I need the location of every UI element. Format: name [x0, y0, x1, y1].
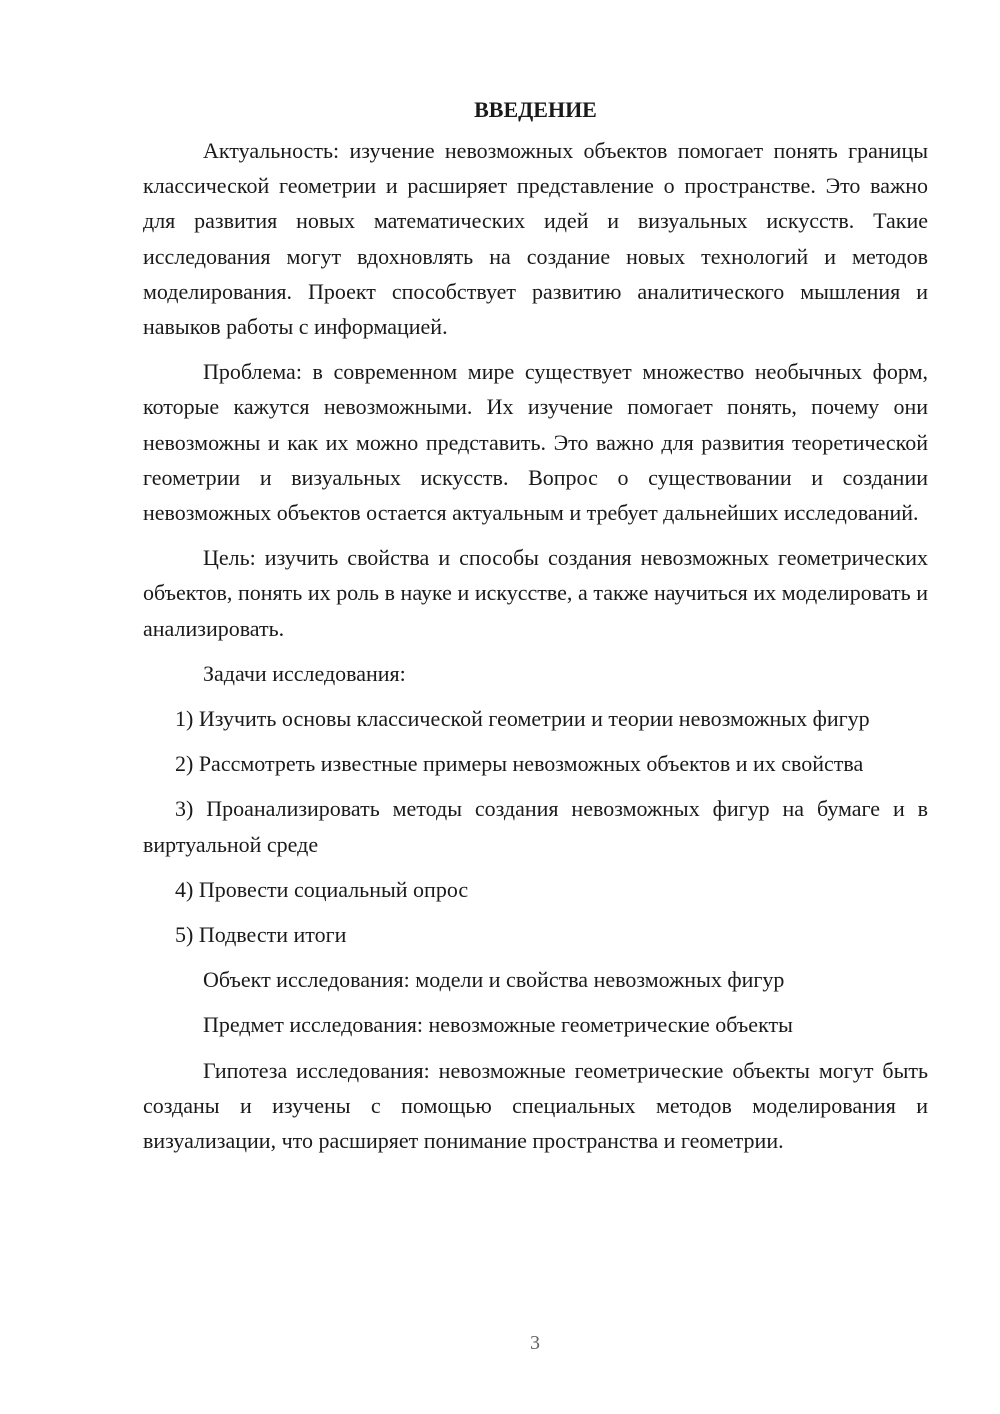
page-title: ВВЕДЕНИЕ: [474, 97, 597, 122]
task-item-3: 3) Проанализировать методы создания невозможных фигур на бумаге и в виртуальной среде: [143, 796, 928, 857]
relevance-paragraph: Актуальность: изучение невозможных объектов помогает понять границы классической геометрии и расширяет представление о пространстве. Это важно для развития новых математических идей и визуальных искусств. Такие исследования могут вдохновлять на создание новых технологий и методов моделирования. Проект способствует развитию аналитического мышления и навыков работы с информацией.: [143, 138, 928, 340]
problem-paragraph: Проблема: в современном мире существует множество необычных форм, которые кажутся невозможными. Их изучение помогает понять, почему они невозможны и как их можно представить. Это важно для развития теоретической геометрии и визуальных искусств. Вопрос о существовании и создании невозможных объектов остается актуальным и требует дальнейших исследований.: [143, 359, 928, 526]
object-paragraph: Объект исследования: модели и свойства невозможных фигур: [203, 967, 785, 993]
hypothesis-paragraph: Гипотеза исследования: невозможные геометрические объекты могут быть созданы и изучены с помощью специальных методов моделирования и визуализации, что расширяет понимание пространства и геометрии.: [143, 1057, 928, 1154]
task-item-1: 1) Изучить основы классической геометрии и теории невозможных фигур: [175, 706, 870, 732]
goal-paragraph: Цель: изучить свойства и способы создания невозможных геометрических объектов, понять их роль в науке и искусстве, а также научиться их моделировать и анализировать.: [143, 545, 928, 641]
task-item-5: 5) Подвести итоги: [175, 922, 347, 948]
subject-paragraph: Предмет исследования: невозможные геометрические объекты: [203, 1012, 793, 1038]
page-number: 3: [530, 1332, 540, 1354]
document-page: [143, 95, 928, 1168]
task-item-4: 4) Провести социальный опрос: [175, 876, 469, 902]
tasks-title: Задачи исследования:: [203, 660, 406, 686]
task-item-2: 2) Рассмотреть известные примеры невозможных объектов и их свойства: [175, 751, 864, 777]
